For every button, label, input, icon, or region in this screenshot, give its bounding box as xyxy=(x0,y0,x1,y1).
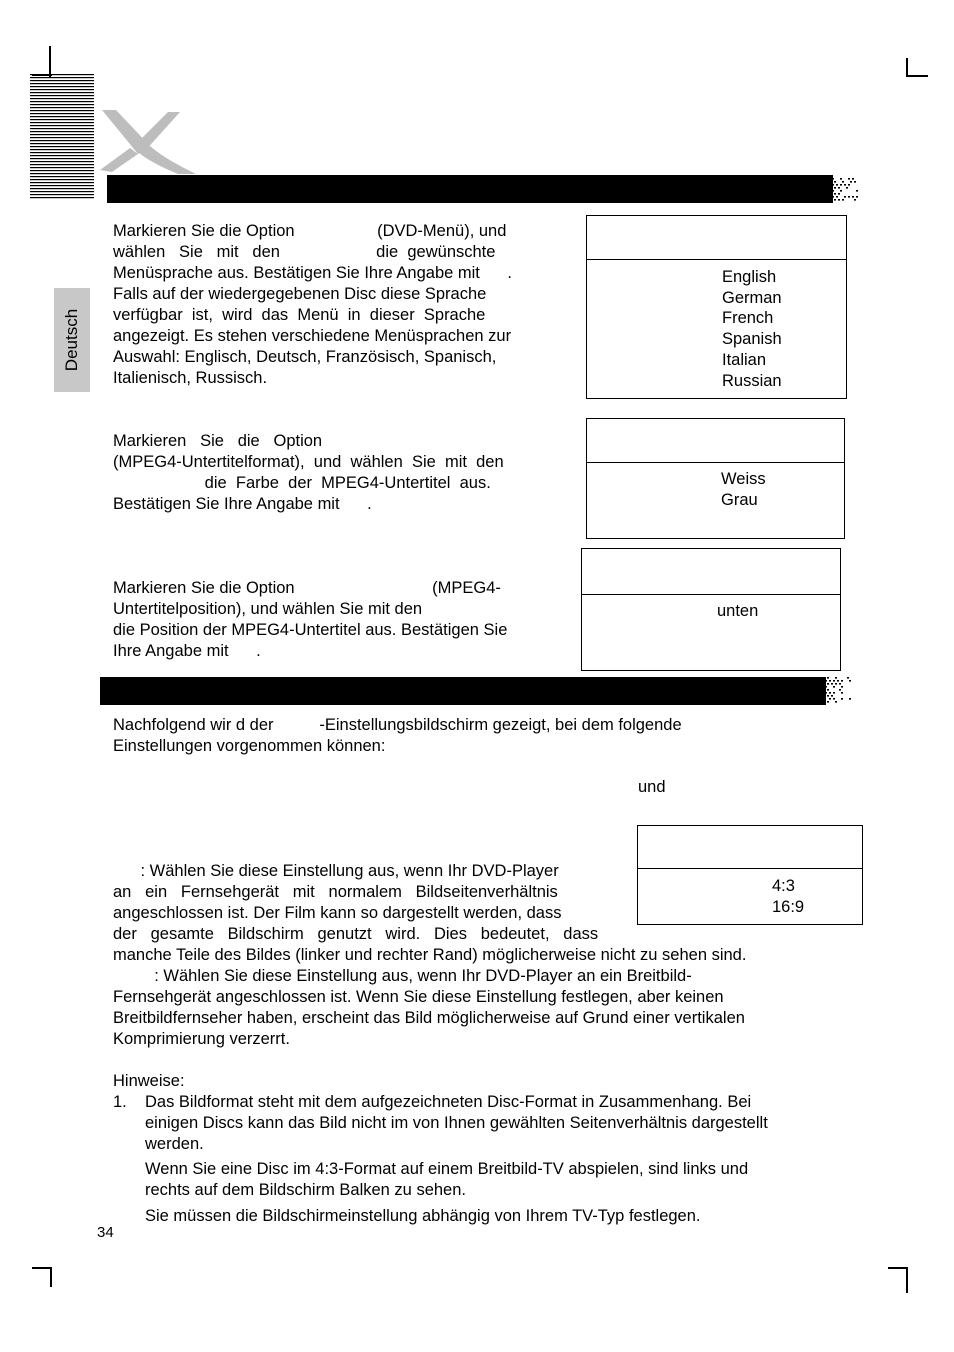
logo-stripes xyxy=(30,74,94,200)
text-line: Nachfolgend wir d der -Einstellungsbildschirm gezeigt, bei dem folgende xyxy=(113,716,682,734)
menu-language-option[interactable]: French xyxy=(722,309,774,327)
crop-mark-top-right-h xyxy=(906,75,928,77)
crop-mark-top-right-v xyxy=(906,58,908,76)
header-bar-1-fade-dots xyxy=(826,175,860,203)
aspect-4-3-description xyxy=(113,861,631,945)
section-header-bar-1 xyxy=(107,175,833,203)
text-line: rechts auf dem Bildschirm Balken zu sehen. xyxy=(145,1181,466,1199)
subtitle-position-option[interactable]: unten xyxy=(717,602,759,620)
header-bar-2-fade-dots xyxy=(819,677,853,705)
text-line: (MPEG4-Untertitelformat), und wählen Sie mit den xyxy=(113,453,504,471)
text-line: der gesamte Bildschirm genutzt wird. Dies bedeutet, dass xyxy=(113,925,599,943)
crop-mark-bottom-right-h xyxy=(888,1267,908,1269)
text-line: Falls auf der wiedergegebenen Disc diese Sprache xyxy=(113,285,487,303)
video-settings-intro xyxy=(113,715,840,757)
note-2 xyxy=(145,1159,840,1201)
aspect-ratio-box xyxy=(637,825,863,925)
box-header xyxy=(587,216,846,260)
crop-mark-bottom-right-v xyxy=(906,1267,908,1293)
text-line: angeschlossen ist. Der Film kann so dargestellt werden, dass xyxy=(113,904,562,922)
text-line: Fernsehgerät angeschlossen ist. Wenn Sie diese Einstellung festlegen, aber keinen xyxy=(113,988,724,1006)
text-line: Untertitelposition), und wählen Sie mit den xyxy=(113,600,423,618)
connector-word: und xyxy=(638,778,666,796)
note-3: Sie müssen die Bildschirmeinstellung abhängig von Ihrem TV-Typ festlegen. xyxy=(145,1207,701,1225)
text-line: : Wählen Sie diese Einstellung aus, wenn Ihr DVD-Player an ein Breitbild- xyxy=(113,967,692,985)
crop-mark-bottom-left-h xyxy=(32,1267,52,1269)
text-line: verfügbar ist, wird das Menü in dieser Sprache xyxy=(113,306,486,324)
menu-language-option[interactable]: German xyxy=(722,289,782,307)
aspect-ratio-option[interactable]: 4:3 xyxy=(772,877,795,895)
text-line: : Wählen Sie diese Einstellung aus, wenn Ihr DVD-Player xyxy=(113,862,559,880)
text-line: Einstellungen vorgenommen können: xyxy=(113,737,386,755)
menu-language-option[interactable]: Italian xyxy=(722,351,767,369)
subtitle-color-option[interactable]: Grau xyxy=(721,491,758,509)
text-line: Das Bildformat steht mit dem aufgezeichneten Disc-Format in Zusammenhang. Bei xyxy=(145,1093,752,1111)
text-line: angezeigt. Es stehen verschiedene Menüsprachen zur xyxy=(113,327,512,345)
text-line: an ein Fernsehgerät mit normalem Bildseitenverhältnis xyxy=(113,883,558,901)
subtitle-color-option[interactable]: Weiss xyxy=(721,470,766,488)
text-line: Bestätigen Sie Ihre Angabe mit . xyxy=(113,495,372,513)
text-line: Italienisch, Russisch. xyxy=(113,369,268,387)
box-header xyxy=(582,549,840,595)
subtitle-position-description xyxy=(113,578,566,662)
text-line: Menüsprache aus. Bestätigen Sie Ihre Angabe mit . xyxy=(113,264,512,282)
brand-x-logo xyxy=(98,106,198,176)
subtitle-position-box xyxy=(581,548,841,671)
language-side-tab-label: Deutsch xyxy=(62,308,81,372)
aspect-16-9-description xyxy=(113,966,840,1050)
text-line: einigen Discs kann das Bild nicht im von Ihnen gewählten Seitenverhältnis dargestellt xyxy=(145,1114,768,1132)
dvd-menu-language-box xyxy=(586,215,847,399)
menu-language-option[interactable]: English xyxy=(722,268,777,286)
text-line: Markieren Sie die Option (MPEG4- xyxy=(113,579,501,597)
language-side-tab xyxy=(54,288,90,392)
text-line: Wenn Sie eine Disc im 4:3-Format auf einem Breitbild-TV abspielen, sind links und xyxy=(145,1160,749,1178)
text-line: Markieren Sie die Option xyxy=(113,432,323,450)
aspect-4-3-description-end: manche Teile des Bildes (linker und rechter Rand) möglicherweise nicht zu sehen sind. xyxy=(113,946,747,964)
text-line: Auswahl: Englisch, Deutsch, Französisch, Spanisch, xyxy=(113,348,497,366)
notes-title: Hinweise: xyxy=(113,1072,185,1090)
text-line: wählen Sie mit den die gewünschte xyxy=(113,243,496,261)
text-line: Breitbildfernseher haben, erscheint das Bild möglicherweise auf Grund einer vertikalen xyxy=(113,1009,745,1027)
menu-language-option[interactable]: Spanish xyxy=(722,330,782,348)
aspect-ratio-option[interactable]: 16:9 xyxy=(772,898,805,916)
text-line: Komprimierung verzerrt. xyxy=(113,1030,290,1048)
text-line: die Farbe der MPEG4-Untertitel aus. xyxy=(113,474,491,492)
text-line: werden. xyxy=(145,1135,204,1153)
section-header-bar-2 xyxy=(100,677,826,705)
subtitle-color-box xyxy=(586,418,845,539)
menu-language-option[interactable]: Russian xyxy=(722,372,782,390)
text-line: Ihre Angabe mit . xyxy=(113,642,261,660)
dvd-menu-description xyxy=(113,221,566,389)
text-line: die Position der MPEG4-Untertitel aus. Bestätigen Sie xyxy=(113,621,508,639)
box-header xyxy=(587,419,844,463)
text-line: Markieren Sie die Option (DVD-Menü), und xyxy=(113,222,507,240)
page-number: 34 xyxy=(97,1224,114,1241)
note-1 xyxy=(145,1092,840,1155)
subtitle-format-description xyxy=(113,431,566,515)
crop-mark-bottom-left-v xyxy=(50,1267,52,1287)
box-header xyxy=(638,826,862,869)
note-number: 1. xyxy=(113,1093,127,1111)
